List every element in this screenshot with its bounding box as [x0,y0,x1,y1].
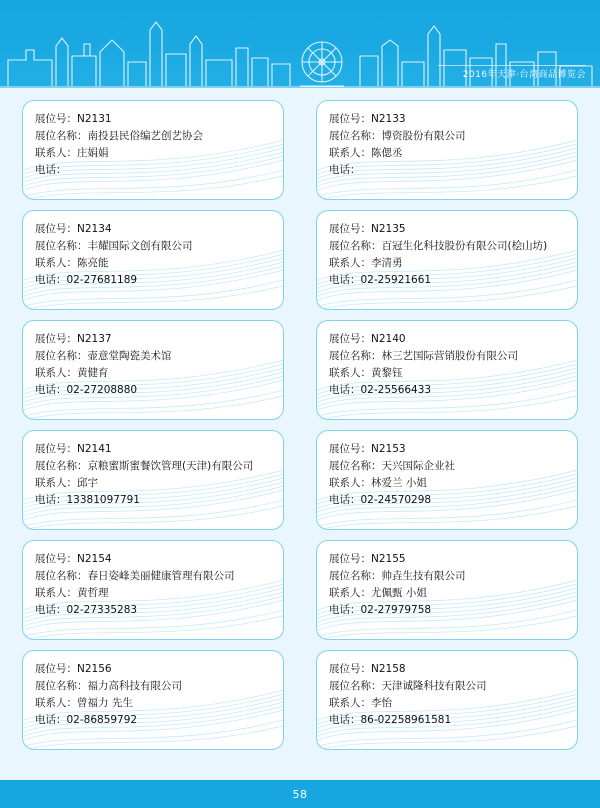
phone-label: 电话： [329,604,361,616]
phone-label: 电话： [329,164,361,176]
exhibitor-info [317,651,577,729]
phone-line [329,272,565,289]
exhibitor-card[interactable] [316,210,578,310]
name-line [329,238,565,255]
name-value: 丰耀国际文创有限公司 [87,240,193,252]
phone-value: 13381097791 [66,494,140,506]
exhibitor-info [317,431,577,509]
booth-value: N2154 [77,553,112,565]
contact-line [35,255,271,272]
booth-value: N2140 [371,333,406,345]
phone-label: 电话： [35,384,67,396]
booth-line [329,441,565,458]
phone-label: 电话： [329,714,361,726]
contact-label: 联系人： [329,257,371,269]
booth-value: N2155 [371,553,406,565]
phone-value: 02-25566433 [360,384,432,396]
booth-value: N2134 [77,223,112,235]
contact-line [35,145,271,162]
contact-value: 陈偲丞 [371,147,403,159]
booth-value: N2141 [77,443,112,455]
exhibitor-card[interactable] [316,430,578,530]
contact-label: 联系人： [329,587,371,599]
exhibitor-info [317,211,577,289]
phone-line [329,382,565,399]
contact-label: 联系人： [35,697,77,709]
phone-label: 电话： [35,494,67,506]
name-label: 展位名称： [35,130,88,142]
booth-label: 展位号： [35,223,77,235]
contact-line [329,695,565,712]
name-label: 展位名称： [35,350,88,362]
name-label: 展位名称： [35,570,88,582]
contact-value: 庄娟娟 [77,147,109,159]
booth-line [329,221,565,238]
phone-value: 02-27335283 [66,604,138,616]
contact-label: 联系人： [35,257,77,269]
exhibitor-card[interactable] [316,320,578,420]
contact-label: 联系人： [35,147,77,159]
booth-line [35,111,271,128]
phone-label: 电话： [35,164,67,176]
phone-value: 02-27979758 [360,604,432,616]
exhibitor-card[interactable] [22,650,284,750]
contact-line [329,145,565,162]
phone-label: 电话： [35,714,67,726]
name-line [35,128,271,145]
phone-line [35,492,271,509]
contact-value: 黄健育 [77,367,109,379]
booth-value: N2131 [77,113,112,125]
exhibitor-card[interactable] [22,100,284,200]
contact-line [35,365,271,382]
booth-line [329,331,565,348]
name-label: 展位名称： [329,460,382,472]
contact-value: 林爱兰 小姐 [371,477,427,489]
exhibitor-info [317,321,577,399]
contact-value: 陈亮能 [77,257,109,269]
contact-value: 李怡 [371,697,392,709]
name-label: 展位名称： [329,680,382,692]
name-line [329,128,565,145]
contact-line [35,475,271,492]
page-footer [0,780,600,808]
name-label: 展位名称： [35,460,88,472]
booth-value: N2156 [77,663,112,675]
exhibitor-info [23,651,283,729]
booth-line [329,551,565,568]
booth-label: 展位号： [329,223,371,235]
contact-value: 邱宇 [77,477,98,489]
booth-label: 展位号： [329,113,371,125]
booth-line [35,551,271,568]
exhibitor-info [23,541,283,619]
contact-line [35,585,271,602]
booth-value: N2153 [371,443,406,455]
exhibitor-card[interactable] [22,210,284,310]
phone-line [329,492,565,509]
booth-line [329,111,565,128]
contact-label: 联系人： [35,587,77,599]
exhibitor-info [23,101,283,179]
booth-value: N2135 [371,223,406,235]
phone-label: 电话： [329,384,361,396]
name-label: 展位名称： [35,240,88,252]
phone-line [329,602,565,619]
contact-label: 联系人： [35,477,77,489]
name-value: 天兴国际企业社 [381,460,455,472]
phone-line [35,382,271,399]
booth-label: 展位号： [35,443,77,455]
name-line [329,568,565,585]
contact-line [329,255,565,272]
phone-label: 电话： [329,494,361,506]
phone-value: 02-24570298 [360,494,432,506]
booth-label: 展位号： [329,443,371,455]
exhibitor-card[interactable] [316,540,578,640]
name-label: 展位名称： [35,680,88,692]
contact-line [329,585,565,602]
exhibitor-card[interactable] [22,540,284,640]
booth-line [35,221,271,238]
exhibitor-card-area [0,88,600,780]
contact-value: 尤佩甄 小姐 [371,587,427,599]
phone-line [329,162,565,179]
booth-value: N2133 [371,113,406,125]
contact-label: 联系人： [329,697,371,709]
contact-label: 联系人： [329,477,371,489]
booth-label: 展位号： [35,333,77,345]
booth-line [35,441,271,458]
phone-line [35,712,271,729]
name-value: 百冠生化科技股份有限公司(桧山坊) [381,240,548,252]
phone-label: 电话： [35,274,67,286]
page-header [0,0,600,88]
booth-line [329,661,565,678]
page-number: 58 [292,787,308,801]
booth-line [35,661,271,678]
booth-line [35,331,271,348]
exhibitor-card-grid [22,100,578,760]
name-label: 展位名称： [329,350,382,362]
booth-label: 展位号： [35,663,77,675]
contact-line [35,695,271,712]
name-line [35,348,271,365]
name-value: 林三艺国际营销股份有限公司 [381,350,518,362]
name-value: 天津诚隆科技有限公司 [381,680,487,692]
exhibitor-card[interactable] [22,320,284,420]
phone-line [35,602,271,619]
booth-value: N2158 [371,663,406,675]
phone-line [35,272,271,289]
name-value: 壶意堂陶瓷美术馆 [87,350,172,362]
contact-value: 李清勇 [371,257,403,269]
phone-line [329,712,565,729]
contact-line [329,475,565,492]
name-line [35,678,271,695]
exhibitor-card[interactable] [316,100,578,200]
phone-value: 02-27681189 [66,274,138,286]
name-line [35,238,271,255]
name-line [329,458,565,475]
name-value: 春日姿峰美丽健康管理有限公司 [87,570,235,582]
name-line [35,568,271,585]
contact-label: 联系人： [329,147,371,159]
contact-line [329,365,565,382]
name-value: 博资股份有限公司 [381,130,466,142]
exhibitor-info [317,541,577,619]
phone-label: 电话： [35,604,67,616]
exhibitor-info [317,101,577,179]
exhibitor-info [23,321,283,399]
name-value: 福力高科技有限公司 [87,680,182,692]
contact-label: 联系人： [329,367,371,379]
brand-divider [438,65,586,66]
exhibitor-info [23,431,283,509]
booth-value: N2137 [77,333,112,345]
contact-value: 曾福力 先生 [77,697,133,709]
contact-label: 联系人： [35,367,77,379]
phone-value: 02-25921661 [360,274,432,286]
exhibitor-card[interactable] [22,430,284,530]
booth-label: 展位号： [35,553,77,565]
exhibitor-info [23,211,283,289]
phone-line [35,162,271,179]
booth-label: 展位号： [329,663,371,675]
name-value: 帅垚生技有限公司 [381,570,466,582]
phone-value: 02-27208880 [66,384,138,396]
name-line [329,678,565,695]
name-label: 展位名称： [329,570,382,582]
name-value: 南投县民俗编艺创艺协会 [87,130,203,142]
exhibitor-card[interactable] [316,650,578,750]
event-brand-label: 2016年天津·台湾商品博览会 [462,70,586,80]
phone-value: 02-86859792 [66,714,138,726]
contact-value: 黄哲理 [77,587,109,599]
booth-label: 展位号： [329,553,371,565]
phone-label: 电话： [329,274,361,286]
name-label: 展位名称： [329,130,382,142]
booth-label: 展位号： [329,333,371,345]
contact-value: 黄黎钰 [371,367,403,379]
name-line [35,458,271,475]
name-label: 展位名称： [329,240,382,252]
booth-label: 展位号： [35,113,77,125]
name-line [329,348,565,365]
phone-value: 86-02258961581 [360,714,452,726]
name-value: 京粮蜜斯蜜餐饮管理(天津)有限公司 [87,460,254,472]
